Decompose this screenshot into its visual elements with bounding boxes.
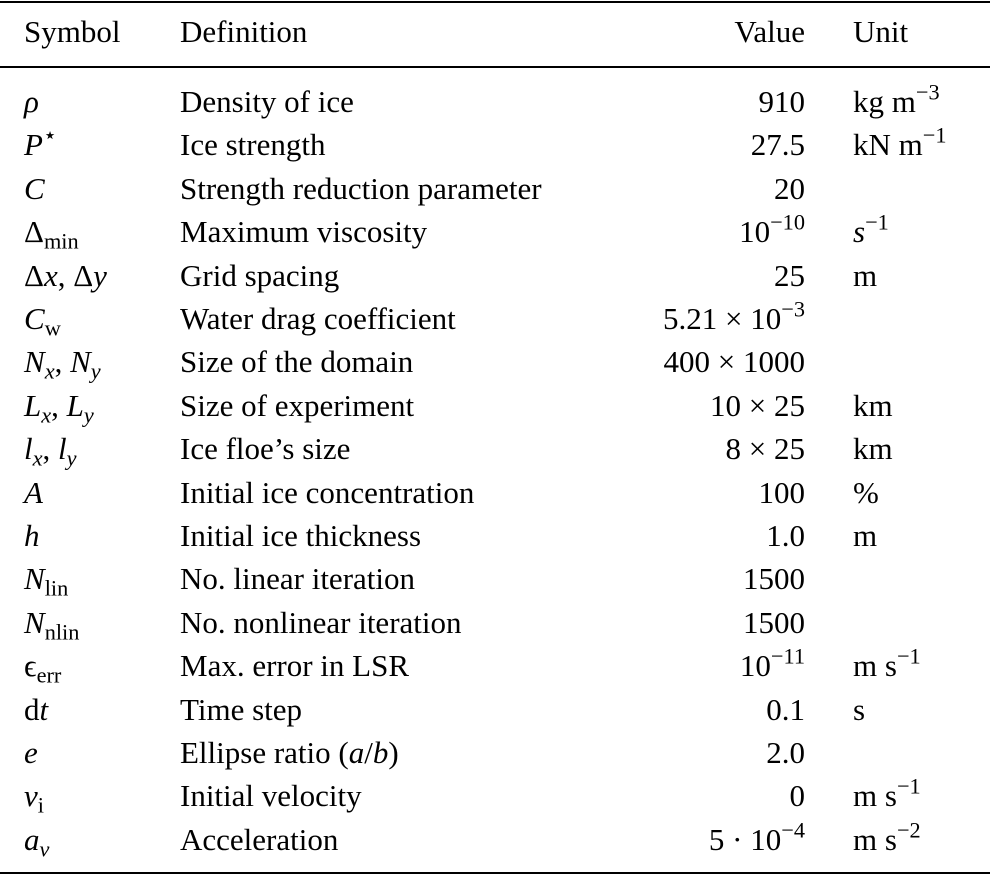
row-definition: Max. error in LSR [180,648,410,684]
row-value: 2.0 [766,735,805,770]
row-unit: km [853,431,893,467]
header-unit: Unit [853,14,909,49]
row-symbol: e [24,735,38,770]
row-symbol: h [24,518,40,553]
row-unit: m [853,518,878,553]
row-unit: % [853,474,879,510]
bottom-rule [0,872,990,874]
row-definition: Initial velocity [180,778,362,814]
row-value: 1500 [743,561,805,597]
row-definition: Acceleration [180,821,339,857]
row-definition: No. linear iteration [180,561,415,597]
row-definition: Density of ice [180,84,354,119]
row-symbol: $v_i$ [24,778,44,819]
row-value: 1.0 [766,518,805,553]
row-symbol: $l_x$, $l_y$ [24,431,77,471]
row-value: 400 × 1000 [663,344,805,380]
row-symbol: $C_w$ [24,301,61,341]
header-rule [0,66,990,68]
row-value: $10^{-11}$ [739,643,805,684]
row-symbol: P⋆ [24,123,57,163]
row-unit: kN $m^{-1}$ [853,123,947,163]
row-value: 10 × 25 [710,387,805,423]
row-definition: Time step [180,691,303,727]
header-definition: Definition [180,14,308,49]
row-symbol: ρ [24,84,39,119]
row-value: 1500 [743,604,805,640]
row-symbol: dt [24,691,49,727]
row-unit: kg $m^{-3}$ [853,79,940,119]
row-definition: Water drag coefficient [180,301,456,336]
row-value: 100 [758,474,805,510]
row-unit: m $s^{-1}$ [853,643,921,684]
row-symbol: $L_x$, $L_y$ [24,387,94,428]
row-unit: m $s^{-1}$ [853,774,921,814]
row-value: 20 [774,170,805,206]
row-definition: Initial ice thickness [180,518,422,553]
row-value: 0.1 [766,691,805,727]
row-unit: m $s^{-2}$ [853,817,921,857]
row-symbol: $N_{lin}$ [24,561,69,602]
header-symbol: Symbol [24,14,121,49]
row-value: 8 × 25 [725,431,805,467]
row-value: 0 [789,778,805,814]
row-value: 910 [758,84,805,119]
row-value: 25 [774,257,805,293]
row-definition: Strength reduction parameter [180,170,542,206]
row-value: 27.5 [750,127,805,163]
row-symbol: $N_x$, $N_y$ [24,344,101,385]
row-symbol: Δx, Δy [24,257,107,293]
row-unit: s [853,691,866,727]
row-symbol: $N_{nlin}$ [24,604,80,645]
row-symbol: $\epsilon_{err}$ [24,648,62,688]
row-definition: Ice floe’s size [180,431,351,467]
row-symbol: $a_v$ [24,821,50,862]
row-value: $5.21 \times 10^{-3}$ [663,296,805,336]
row-definition: Size of experiment [180,387,415,423]
row-value: $10^{-10}$ [739,209,805,250]
row-definition: Size of the domain [180,344,414,380]
row-symbol: C [24,170,45,206]
row-definition: Initial ice concentration [180,474,475,510]
top-rule [0,1,990,3]
row-definition: Ice strength [180,127,326,163]
row-definition: Grid spacing [180,257,340,293]
row-symbol: A [24,474,43,510]
row-definition: Ellipse ratio (a/b) [180,735,399,770]
row-definition: Maximum viscosity [180,214,428,250]
header-value: Value [734,14,805,49]
row-definition: No. nonlinear iteration [180,604,462,640]
row-symbol: $\Delta_{min}$ [24,214,79,254]
row-value: $5 \cdot 10^{-4}$ [708,817,805,857]
row-unit: km [853,387,893,423]
row-unit: $s^{-1}$ [853,209,889,250]
row-unit: m [853,257,878,293]
